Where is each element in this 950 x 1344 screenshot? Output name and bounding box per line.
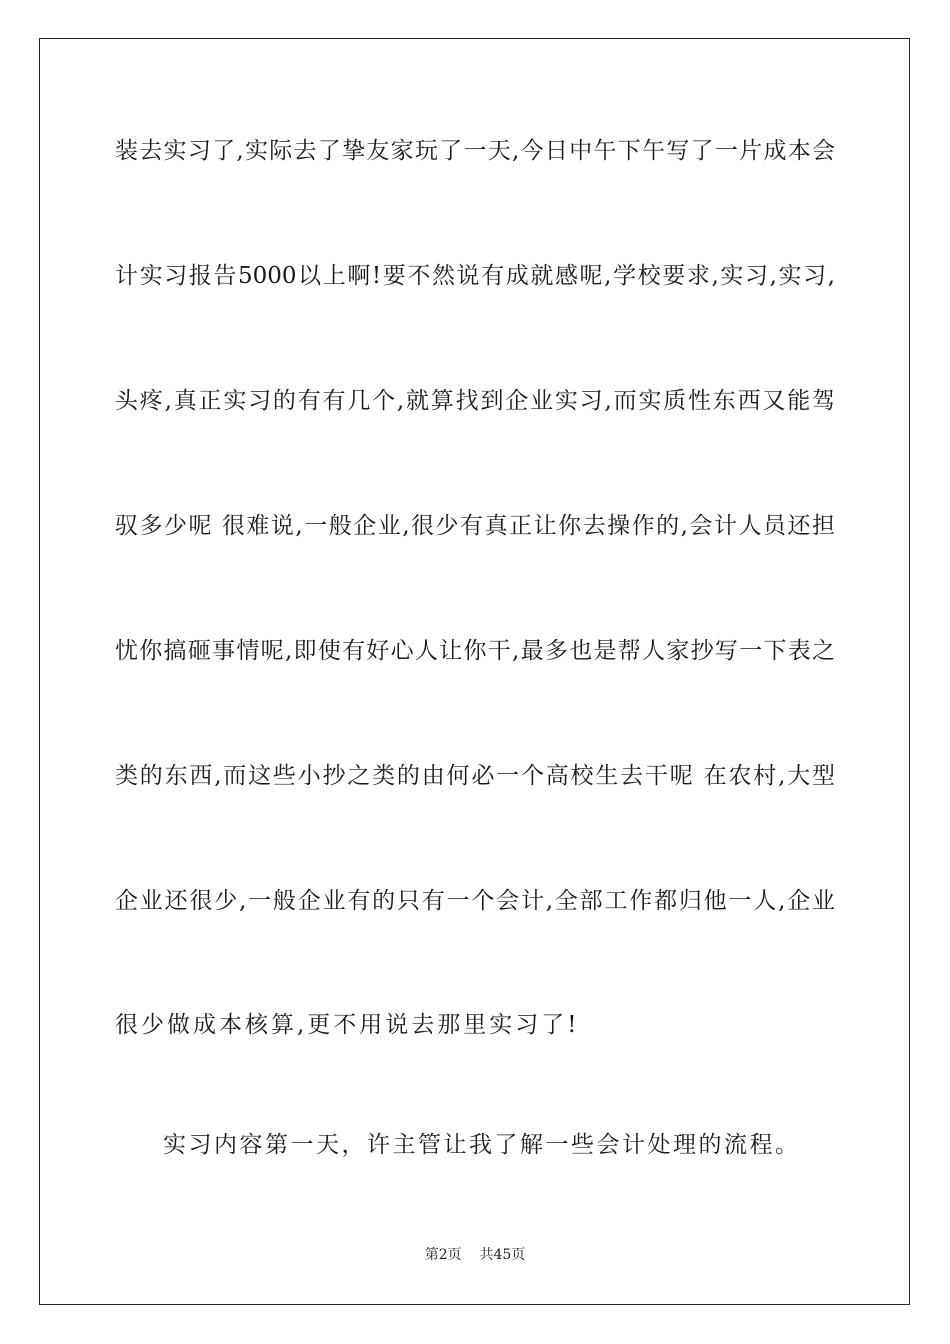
page-border [39,38,910,1305]
paragraph-2: 实习内容第一天，许主管让我了解一些会计处理的流程。 [163,1132,801,1158]
body-line-8: 很少做成本核算,更不用说去那里实习了! [115,1012,580,1038]
body-line-2: 计实习报告5000以上啊!要不然说有成就感呢,学校要求,实习,实习, [115,263,835,289]
page-number: 第2页 [424,1247,462,1263]
body-line-4: 驭多少呢 很难说,一般企业,很少有真正让你去操作的,会计人员还担 [115,513,835,539]
body-line-3: 头疼,真正实习的有有几个,就算找到企业实习,而实质性东西又能驾 [115,388,835,414]
page-total: 共45页 [479,1247,526,1263]
page-footer [0,1244,950,1264]
body-line-7: 企业还很少,一般企业有的只有一个会计,全部工作都归他一人,企业 [115,888,835,914]
body-line-5: 忧你搞砸事情呢,即使有好心人让你干,最多也是帮人家抄写一下表之 [115,638,835,664]
body-line-6: 类的东西,而这些小抄之类的由何必一个高校生去干呢 在农村,大型 [115,763,835,789]
body-line-1: 装去实习了,实际去了挚友家玩了一天,今日中午下午写了一片成本会 [115,138,835,164]
